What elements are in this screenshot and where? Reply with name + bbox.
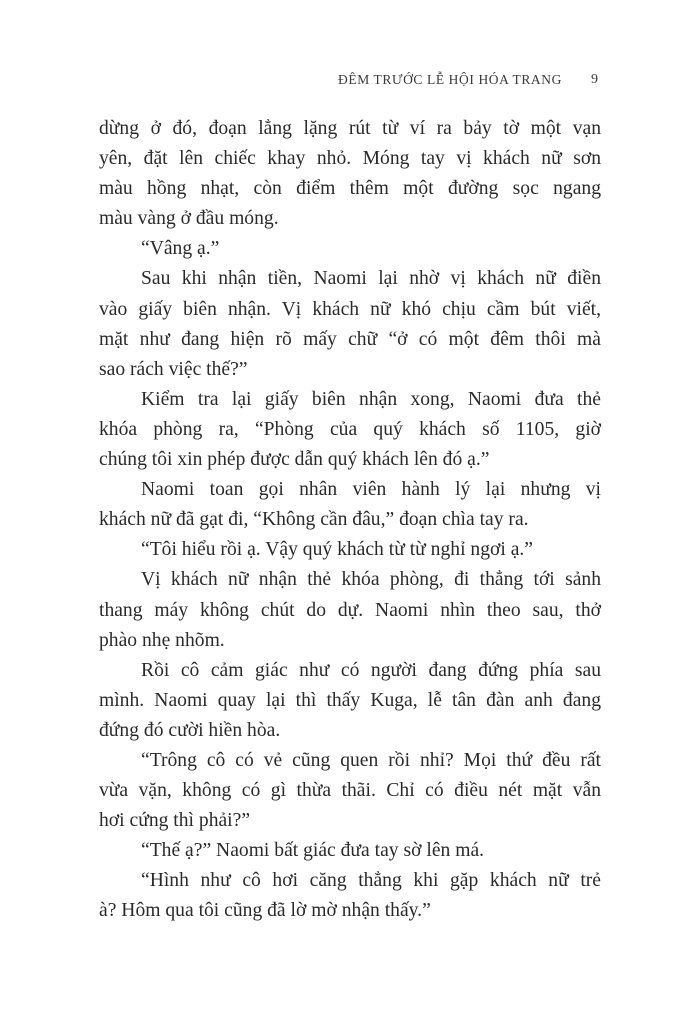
text-line: “Thế ạ?” Naomi bất giác đưa tay sờ lên má. <box>141 840 485 862</box>
text-line: Naomi toan gọi nhân viên hành lý lại nhưng vị <box>141 479 601 501</box>
text-line: Vị khách nữ nhận thẻ khóa phòng, đi thẳng tới sảnh <box>141 569 601 591</box>
text-line: yên, đặt lên chiếc khay nhỏ. Móng tay vị khách nữ sơn <box>99 148 601 170</box>
text-line: vào giấy biên nhận. Vị khách nữ khó chịu cầm bút viết, <box>99 298 601 320</box>
text-line: Kiểm tra lại giấy biên nhận xong, Naomi đưa thẻ <box>141 388 601 410</box>
text-line: màu vàng ở đầu móng. <box>99 208 279 230</box>
text-line: “Tôi hiểu rồi ạ. Vậy quý khách từ từ nghỉ ngơi ạ.” <box>141 539 533 561</box>
page-number: 9 <box>591 72 598 87</box>
text-line: “Hình như cô hơi căng thẳng khi gặp khách nữ trẻ <box>141 870 601 892</box>
text-line: “Vâng ạ.” <box>141 238 220 260</box>
text-line: phào nhẹ nhõm. <box>99 629 225 651</box>
text-line: chúng tôi xin phép được dẫn quý khách lên đó ạ.” <box>99 449 490 471</box>
text-line: hơi cứng thì phải?” <box>99 810 251 832</box>
text-line: thang máy không chút do dự. Naomi nhìn theo sau, thở <box>99 599 601 621</box>
text-line: mặt như đang hiện rõ mấy chữ “ở có một đêm thôi mà <box>99 328 601 350</box>
text-line: khách nữ đã gạt đi, “Không cần đâu,” đoạn chìa tay ra. <box>99 509 529 531</box>
text-line: vừa vặn, không có gì thừa thãi. Chỉ có điều nét mặt vẫn <box>99 780 601 802</box>
running-header <box>0 72 700 96</box>
text-line: Rồi cô cảm giác như có người đang đứng phía sau <box>141 659 601 681</box>
text-line: sao rách việc thế?” <box>99 358 248 380</box>
text-line: mình. Naomi quay lại thì thấy Kuga, lễ tân đàn anh đang <box>99 689 601 711</box>
text-line: dừng ở đó, đoạn lẳng lặng rút từ ví ra bảy tờ một vạn <box>99 118 601 139</box>
running-title: ĐÊM TRƯỚC LỄ HỘI HÓA TRANG <box>338 72 562 87</box>
text-line: “Trông cô có vẻ cũng quen rồi nhỉ? Mọi thứ đều rất <box>141 749 601 771</box>
text-line: à? Hôm qua tôi cũng đã lờ mờ nhận thấy.” <box>99 900 431 922</box>
text-line: màu hồng nhạt, còn điểm thêm một đường sọc ngang <box>99 178 601 200</box>
text-line: Sau khi nhận tiền, Naomi lại nhờ vị khách nữ điền <box>141 268 601 290</box>
body-text <box>99 114 601 927</box>
text-line: khóa phòng ra, “Phòng của quý khách số 1105, giờ <box>99 418 601 440</box>
text-line: đứng đó cười hiền hòa. <box>99 719 281 741</box>
